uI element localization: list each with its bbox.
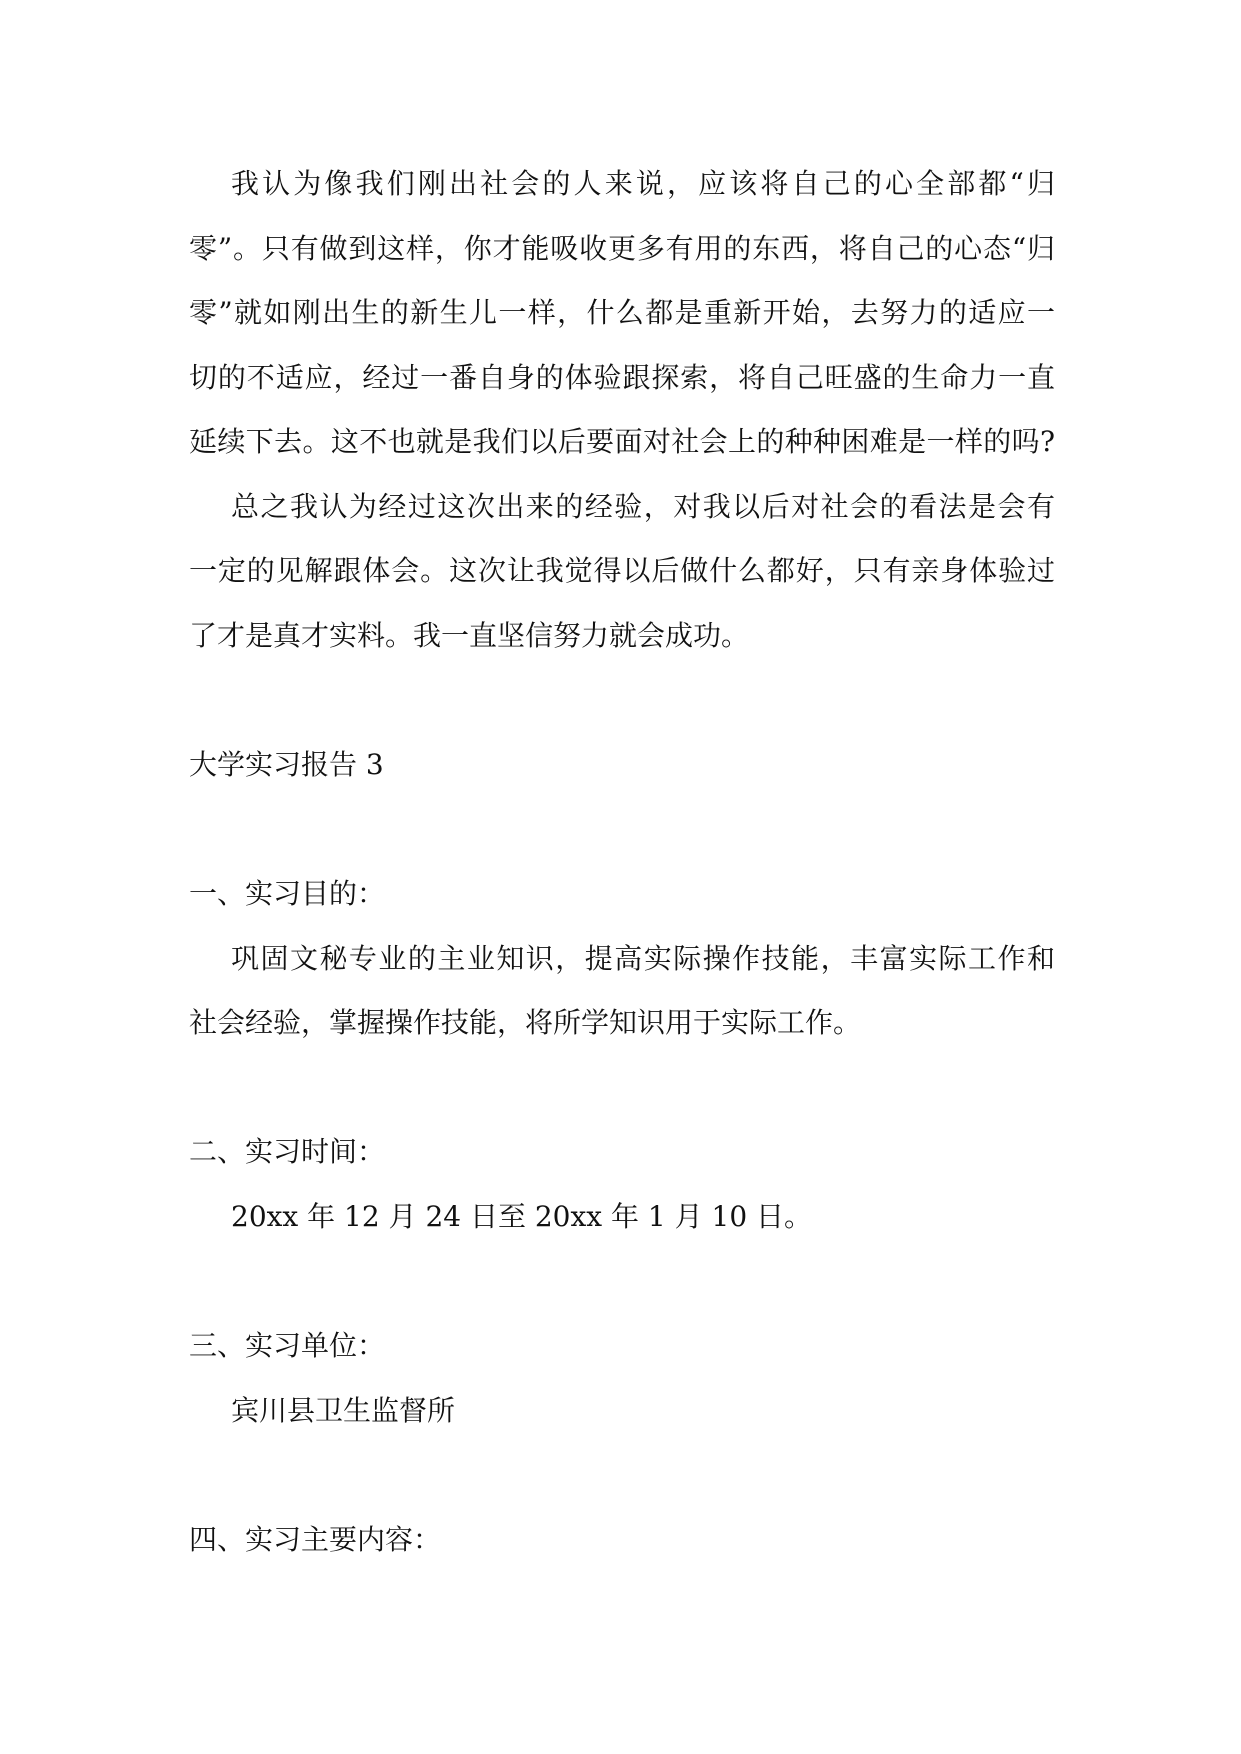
report-title: 大学实习报告 3 bbox=[189, 748, 384, 781]
paragraph-line: 延续下去。这不也就是我们以后要面对社会上的种种困难是一样的吗? bbox=[189, 425, 1055, 458]
paragraph-line: 总之我认为经过这次出来的经验，对我以后对社会的看法是会有 bbox=[231, 490, 1055, 523]
internship-unit: 宾川县卫生监督所 bbox=[231, 1394, 456, 1427]
paragraph-line: 巩固文秘专业的主业知识，提高实际操作技能，丰富实际工作和 bbox=[231, 942, 1055, 975]
section-heading-purpose: 一、实习目的： bbox=[189, 877, 386, 910]
paragraph-line: 我认为像我们刚出社会的人来说，应该将自己的心全部都“归 bbox=[231, 167, 1055, 200]
paragraph-line: 零”。只有做到这样，你才能吸收更多有用的东西，将自己的心态“归 bbox=[189, 232, 1055, 265]
section-heading-unit: 三、实习单位： bbox=[189, 1329, 386, 1362]
section-heading-content: 四、实习主要内容： bbox=[189, 1523, 442, 1556]
paragraph-line: 零”就如刚出生的新生儿一样，什么都是重新开始，去努力的适应一 bbox=[189, 296, 1055, 329]
paragraph-line: 一定的见解跟体会。这次让我觉得以后做什么都好，只有亲身体验过 bbox=[189, 554, 1055, 587]
internship-dates: 20xx 年 12 月 24 日至 20xx 年 1 月 10 日。 bbox=[231, 1200, 813, 1233]
paragraph-line: 切的不适应，经过一番自身的体验跟探索，将自己旺盛的生命力一直 bbox=[189, 361, 1055, 394]
paragraph-line: 了才是真才实料。我一直坚信努力就会成功。 bbox=[189, 619, 750, 652]
section-heading-time: 二、实习时间： bbox=[189, 1135, 386, 1168]
paragraph-line: 社会经验，掌握操作技能，将所学知识用于实际工作。 bbox=[189, 1006, 862, 1039]
